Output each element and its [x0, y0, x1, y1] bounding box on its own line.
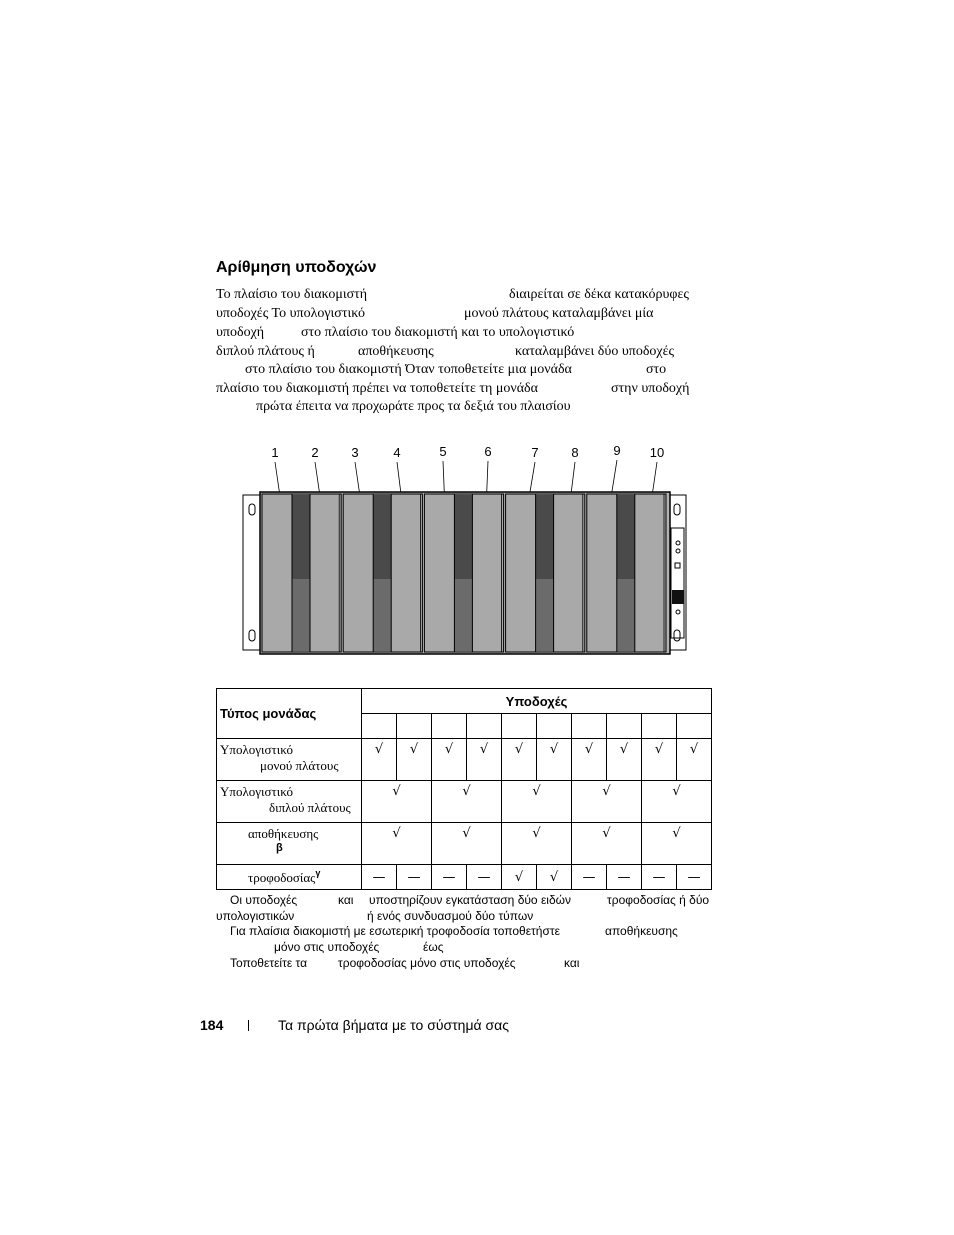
paragraph-text: πλαίσιο του διακομιστή πρέπει να τοποθετείτε τη μονάδα: [216, 381, 538, 396]
paragraph-text: διαιρείται σε δέκα κατακόρυφες: [509, 287, 689, 302]
chassis-blade-part: [373, 495, 391, 579]
slot-mark: √: [677, 739, 712, 781]
footnote-text: τροφοδοσίας μόνο στις υποδοχές: [338, 956, 516, 970]
slot-mark: —: [362, 865, 397, 890]
slot-mark: √: [642, 823, 712, 865]
row-label-footnote: γ: [315, 868, 321, 879]
row-label: [217, 865, 362, 890]
row-label: [217, 739, 362, 781]
footnote-text: Για πλαίσια διακομιστή με εσωτερική τροφοδοσία τοποθετήστε: [230, 924, 560, 938]
slot-mark: —: [467, 865, 502, 890]
slot-mark: —: [397, 865, 432, 890]
table-row: [217, 739, 712, 781]
footnote-text: υποστηρίζουν εγκατάσταση δύο ειδών: [369, 893, 572, 907]
paragraph-text: πρώτα έπειτα να προχωράτε προς τα δεξιά του πλαισίου: [256, 399, 571, 414]
paragraph-text: μονού πλάτους καταλαμβάνει μία: [464, 306, 654, 321]
footnote-text: Τοποθετείτε τα: [230, 956, 308, 970]
row-label: [217, 781, 362, 823]
slot-header-cell: [642, 714, 677, 739]
running-footer-title: Τα πρώτα βήματα με το σύστημά σας: [278, 1017, 509, 1033]
slot-mark: √: [432, 739, 467, 781]
slot-mark: √: [467, 739, 502, 781]
chassis-blade-part: [454, 495, 472, 579]
paragraph-text: στο πλαίσιο του διακομιστή και το υπολογιστικό: [301, 325, 575, 340]
slot-mark: √: [432, 823, 502, 865]
row-label-line: διπλού πλάτους: [269, 800, 351, 815]
slot-mark: —: [432, 865, 467, 890]
slot-mark: √: [537, 865, 572, 890]
slot-header-cell: [432, 714, 467, 739]
slot-mark: √: [502, 823, 572, 865]
callout-4: 4: [393, 445, 401, 460]
chassis-blade-part: [292, 495, 310, 579]
row-label-line: β: [276, 842, 283, 854]
slot-mark: —: [572, 865, 607, 890]
paragraph-text: αποθήκευσης: [358, 344, 434, 359]
callout-10: 10: [649, 445, 665, 460]
paragraph-text: καταλαμβάνει δύο υποδοχές: [515, 344, 675, 359]
footnote-text: τροφοδοσίας ή δύο: [607, 893, 710, 907]
slot-mark: √: [642, 739, 677, 781]
callout-1: 1: [271, 445, 279, 460]
row-label: [217, 823, 362, 865]
paragraph-text: υποδοχή: [216, 325, 265, 340]
footnote-text: μόνο στις υποδοχές: [274, 940, 380, 954]
slot-table: [216, 688, 712, 890]
footnote-text: υπολογιστικών: [216, 909, 295, 923]
row-label-line: αποθήκευσης: [248, 826, 319, 841]
slot-mark: √: [572, 781, 642, 823]
slot-mark: √: [362, 781, 432, 823]
slot-mark: √: [572, 739, 607, 781]
callout-6: 6: [484, 444, 492, 459]
header-slots: Υποδοχές: [362, 689, 712, 714]
chassis-figure: [238, 440, 688, 658]
footnote-text: Οι υποδοχές: [230, 893, 298, 907]
table-row: [217, 823, 712, 865]
slot-mark: √: [502, 781, 572, 823]
slot-mark: √: [502, 739, 537, 781]
chassis-illustration: [238, 440, 688, 658]
callout-2: 2: [311, 445, 319, 460]
slot-mark: √: [642, 781, 712, 823]
paragraph-text: στο: [646, 362, 667, 377]
slot-mark: √: [607, 739, 642, 781]
slot-mark: √: [502, 865, 537, 890]
chassis-blade-part: [373, 579, 391, 651]
slot-mark: √: [572, 823, 642, 865]
chassis-blade-part: [617, 495, 635, 579]
paragraph-text: διπλού πλάτους ή: [216, 344, 315, 359]
table-row: [217, 781, 712, 823]
chassis-blade-part: [454, 579, 472, 651]
slot-mark: √: [537, 739, 572, 781]
slot-mark: √: [397, 739, 432, 781]
chassis-blade-part: [536, 495, 554, 579]
paragraph-text: Το πλαίσιο του διακομιστή: [216, 287, 368, 302]
slot-mark: √: [432, 781, 502, 823]
footnote-text: έως: [423, 940, 444, 954]
slot-header-cell: [397, 714, 432, 739]
slot-mark: √: [362, 823, 432, 865]
slot-mark: —: [607, 865, 642, 890]
slot-header-cell: [502, 714, 537, 739]
slot-mark: —: [677, 865, 712, 890]
footnote-text: αποθήκευσης: [605, 924, 678, 938]
slot-header-cell: [537, 714, 572, 739]
section-heading: Αρίθμηση υποδοχών: [216, 259, 377, 276]
row-label-line: Υπολογιστικό: [220, 742, 293, 757]
footnote-text: και: [564, 956, 580, 970]
row-label-line: μονού πλάτους: [260, 758, 339, 773]
page-number: 184: [200, 1017, 224, 1033]
slot-mark: √: [362, 739, 397, 781]
paragraph-text: υποδοχές Το υπολογιστικό: [216, 306, 365, 321]
chassis-blade-part: [292, 579, 310, 651]
slot-header-cell: [572, 714, 607, 739]
callout-8: 8: [571, 445, 579, 460]
row-label-line: τροφοδοσίας: [248, 869, 316, 885]
footnote-text: και: [338, 893, 354, 907]
slot-header-cell: [362, 714, 397, 739]
chassis-blade-part: [536, 579, 554, 651]
footnote-text: ή ενός συνδυασμού δύο τύπων: [367, 909, 534, 923]
row-label-line: Υπολογιστικό: [220, 784, 293, 799]
footer-separator: [248, 1020, 249, 1031]
slot-header-cell: [467, 714, 502, 739]
callout-7: 7: [531, 445, 539, 460]
chassis-blade-part: [617, 579, 635, 651]
paragraph-text: στην υποδοχή: [611, 381, 690, 396]
slot-header-cell: [677, 714, 712, 739]
callout-5: 5: [439, 444, 447, 459]
callout-9: 9: [613, 443, 621, 458]
slot-mark: —: [642, 865, 677, 890]
slot-header-cell: [607, 714, 642, 739]
table-row: [217, 865, 712, 890]
callout-3: 3: [351, 445, 359, 460]
header-unit-type: Τύπος μονάδας: [217, 689, 362, 739]
paragraph-text: στο πλαίσιο του διακομιστή Όταν τοποθετείτε μια μονάδα: [245, 362, 572, 377]
